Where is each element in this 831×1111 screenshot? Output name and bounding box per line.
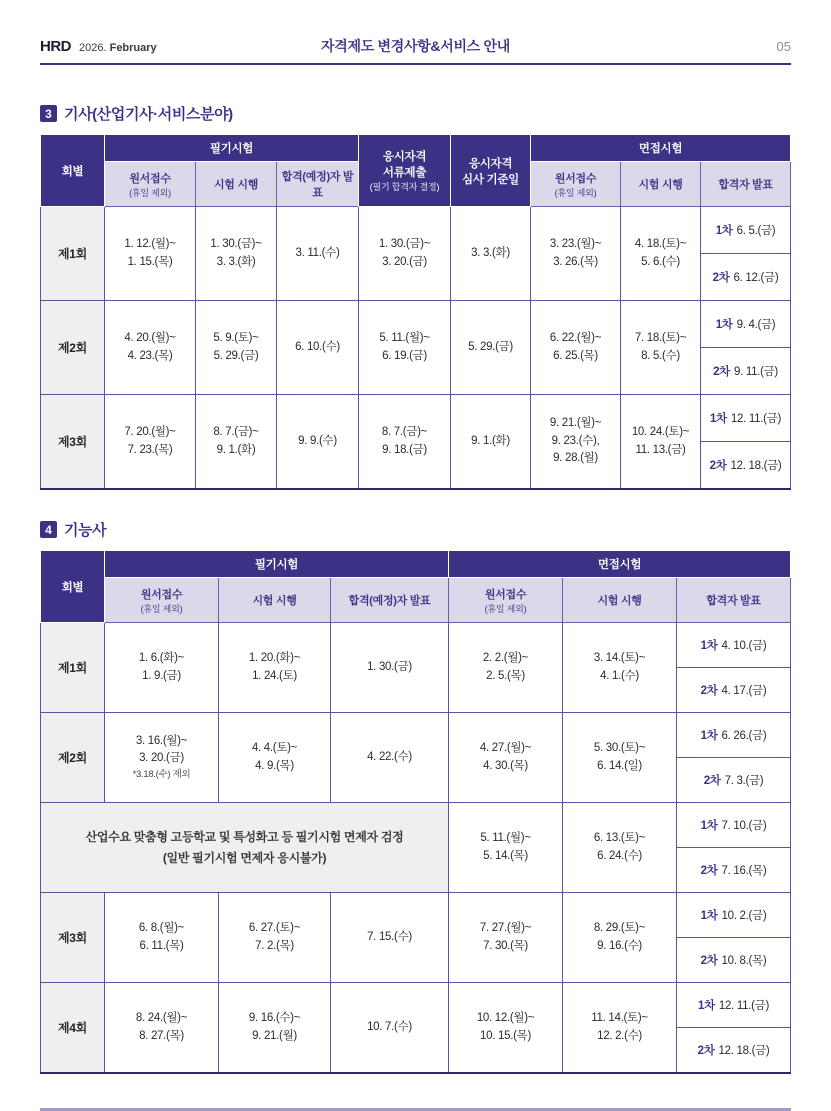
interview-application-cell [449,983,563,1074]
col-header-written-application [105,162,196,207]
date-line: 4. 20.(월)~ [124,331,176,344]
pass-announcement-1st [701,395,791,442]
date-line: 5. 6.(수) [641,255,680,268]
section-4-title: 기능사 [64,522,107,539]
interview-application-cell [449,623,563,713]
col-header-written-application [105,578,219,623]
round-ordinal: 2차 [700,685,718,697]
round-label: 제4회 [41,983,105,1074]
date-line: 1. 6.(화)~ [138,651,185,664]
date-line: 4. 4.(토)~ [251,741,298,754]
date-line: 4. 23.(목) [127,349,173,362]
announce-date: 6. 26.(금) [721,730,767,742]
date-line: 4. 22.(수) [367,750,412,763]
round-label: 제2회 [41,713,105,803]
date-line: 10. 7.(수) [367,1020,412,1033]
interview-exam-cell [563,713,677,803]
round-ordinal: 1차 [700,640,718,652]
date-line: 5. 30.(토)~ [593,741,646,754]
written-exam-cell [219,623,331,713]
section-3-heading [40,103,791,124]
interview-application-cell [531,301,621,395]
interview-application-cell [449,803,563,893]
col-header-final-result: 합격자 발표 [677,578,791,623]
date-line: 4. 9.(목) [255,759,294,772]
section-4-heading [40,519,791,540]
issue-month: February [109,42,157,54]
date-line: 9. 9.(수) [298,434,337,447]
sub-header-row [41,578,791,623]
engineer-exam-table [40,134,791,490]
date-line: 11. 14.(토)~ [591,1011,648,1024]
date-line: 1. 20.(화)~ [248,651,301,664]
announce-date: 9. 11.(금) [733,366,778,378]
announce-date: 4. 17.(금) [721,685,767,697]
date-line: 7. 30.(목) [483,939,528,952]
written-result-cell [331,623,449,713]
header-line: 원서접수 [484,588,527,601]
round-ordinal: 1차 [715,319,733,331]
round-label: 제3회 [41,893,105,983]
table-head [41,551,791,623]
header-line: 심사 기준일 [462,173,519,186]
date-line: 3. 23.(월)~ [549,237,602,250]
group-header-row [41,551,791,578]
date-line: 8. 27.(목) [139,1029,184,1042]
date-line: 7. 15.(수) [367,930,412,943]
review-date-cell [451,207,531,301]
header-note: (필기 합격자 결정) [369,182,440,192]
group-header-interview-exam: 면접시험 [531,135,791,162]
pass-announcement-2nd [677,668,791,713]
date-line: 4. 18.(토)~ [634,237,687,250]
col-header-written-result: 합격(예정)자 발표 [331,578,449,623]
pass-announcement-2nd [701,442,791,490]
date-line: 3. 11.(수) [295,246,340,259]
date-line: 7. 23.(목) [127,443,173,456]
date-line: 9. 16.(수) [597,939,642,952]
date-line: 3. 14.(토)~ [593,651,646,664]
written-result-cell [331,893,449,983]
review-date-cell [451,395,531,490]
date-line: 5. 14.(목) [483,849,528,862]
date-line: 6. 24.(수) [597,849,642,862]
date-line: 6. 27.(토)~ [248,921,301,934]
written-result-cell [277,207,359,301]
note-line: 산업수요 맞춤형 고등학교 및 특성화고 등 필기시험 면제자 검정 [85,830,404,845]
date-line: 1. 12.(월)~ [124,237,176,250]
date-line: 10. 12.(월)~ [476,1011,535,1024]
written-application-cell [105,395,196,490]
date-line: 9. 18.(금) [382,443,427,456]
interview-application-cell [449,713,563,803]
col-header-interview-application [449,578,563,623]
interview-exam-cell [563,623,677,713]
date-line: 9. 1.(화) [216,443,256,456]
date-exclusion-note: *3.18.(수) 제외 [132,769,191,781]
date-line: 11. 13.(금) [635,443,686,456]
table-body [41,623,791,1074]
date-line: 6. 10.(수) [295,340,340,353]
col-header-interview-application [531,162,621,207]
date-line: 1. 9.(금) [142,669,181,682]
date-line: 4. 27.(월)~ [479,741,532,754]
interview-exam-cell [621,395,701,490]
interview-application-cell [531,395,621,490]
section-3-title: 기사(산업기사·서비스분야) [64,106,233,123]
announce-date: 12. 18.(금) [730,460,782,472]
date-line: 8. 7.(금)~ [381,425,428,438]
date-line: 10. 24.(토)~ [631,425,690,438]
table-row [41,301,791,348]
table-head [41,135,791,207]
issue-year: 2026. [79,42,107,54]
interview-exam-cell [563,803,677,893]
date-line: 6. 8.(월)~ [138,921,185,934]
round-label: 제1회 [41,207,105,301]
written-result-cell [277,395,359,490]
date-line: 2. 5.(목) [486,669,525,682]
written-application-cell [105,893,219,983]
date-line: 5. 9.(토)~ [213,331,259,344]
date-line: 5. 29.(금) [468,340,513,353]
col-header-document-submission [359,135,451,207]
date-line: 8. 29.(토)~ [593,921,646,934]
date-line: 1. 24.(토) [252,669,297,682]
announce-date: 6. 12.(금) [733,272,779,284]
date-line: 9. 21.(월) [252,1029,297,1042]
date-line: 3. 26.(목) [553,255,598,268]
date-line: 6. 13.(토)~ [593,831,646,844]
written-application-cell [105,623,219,713]
table-row [41,983,791,1028]
pass-announcement-2nd [701,254,791,301]
table-row [41,623,791,668]
pass-announcement-2nd [677,758,791,803]
interview-exam-cell [621,301,701,395]
page-header [40,0,791,65]
group-header-interview-exam: 면접시험 [449,551,791,578]
date-line: 12. 2.(수) [597,1029,642,1042]
pass-announcement-2nd [677,848,791,893]
date-line: 9. 16.(수)~ [248,1011,301,1024]
date-line: 8. 5.(수) [641,349,680,362]
exemption-note-cell [41,803,449,893]
round-ordinal: 2차 [700,865,718,877]
header-left [40,38,321,55]
interview-exam-cell [621,207,701,301]
date-line: 7. 27.(월)~ [479,921,532,934]
hrd-logo: HRD [40,38,71,55]
date-line: 1. 30.(금) [367,660,412,673]
date-line: 7. 20.(월)~ [124,425,176,438]
document-submission-cell [359,395,451,490]
round-label: 제1회 [41,623,105,713]
round-ordinal: 2차 [713,366,730,378]
header-note: (휴일 제외) [484,603,527,614]
page-number: 05 [776,39,791,54]
date-line: 6. 19.(금) [382,349,427,362]
date-line: 7. 18.(토)~ [634,331,687,344]
header-line: 원서접수 [129,172,171,185]
announce-date: 7. 3.(금) [724,775,764,787]
table-row [41,893,791,938]
page-title: 자격제도 변경사항&서비스 안내 [321,38,510,54]
interview-application-cell [531,207,621,301]
round-ordinal: 1차 [700,820,718,832]
section-3-badge: 3 [40,105,57,122]
announce-date: 6. 5.(금) [736,225,776,237]
announce-date: 12. 11.(금) [718,1000,770,1012]
announce-date: 10. 8.(목) [721,955,767,967]
date-line: 2. 2.(월)~ [482,651,529,664]
pass-announcement-2nd [677,1028,791,1074]
date-line: 3. 16.(월)~ [135,734,188,747]
round-ordinal: 1차 [698,1000,715,1012]
date-line: 3. 3.(화) [216,255,256,268]
written-application-cell [105,301,196,395]
header-line: 원서접수 [554,172,597,185]
round-ordinal: 2차 [703,775,721,787]
pass-announcement-1st [677,983,791,1028]
written-result-cell [331,713,449,803]
date-line: 4. 1.(수) [600,669,639,682]
date-line: 5. 29.(금) [213,349,259,362]
date-line: 9. 21.(월)~ [549,416,602,429]
review-date-cell [451,301,531,395]
pass-announcement-1st [701,301,791,348]
table-row [41,395,791,442]
header-line: 서류제출 [382,167,427,179]
announce-date: 10. 2.(금) [721,910,767,922]
date-line: 3. 20.(금) [382,255,427,268]
pass-announcement-1st [677,623,791,668]
round-label: 제2회 [41,301,105,395]
written-result-cell [331,983,449,1074]
document-submission-cell [359,207,451,301]
header-note: (휴일 제외) [140,603,183,614]
col-header-interview-exam-date: 시험 시행 [621,162,701,207]
date-line: 8. 24.(월)~ [135,1011,188,1024]
col-header-eligibility-review-date [451,135,531,207]
col-header-written-result: 합격(예정)자 발표 [277,162,359,207]
date-line: 9. 28.(월) [553,452,598,465]
date-line: 5. 11.(월)~ [480,831,531,844]
round-ordinal: 2차 [709,460,727,472]
written-exam-cell [196,207,277,301]
table-row [41,207,791,254]
announce-date: 9. 4.(금) [736,319,776,331]
announce-date: 7. 10.(금) [721,820,767,832]
round-label: 제3회 [41,395,105,490]
written-exam-cell [219,893,331,983]
date-line: 8. 7.(금)~ [213,425,259,438]
written-exam-cell [196,395,277,490]
col-header-written-exam-date: 시험 시행 [196,162,277,207]
interview-application-cell [449,893,563,983]
round-ordinal: 1차 [700,910,718,922]
date-line: 3. 20.(금) [139,752,184,765]
col-header-round: 회별 [41,551,105,623]
announce-date: 4. 10.(금) [721,640,767,652]
header-line: 원서접수 [140,588,183,601]
written-application-cell [105,713,219,803]
written-exam-cell [219,983,331,1074]
issue-date [79,42,157,54]
section-4-badge: 4 [40,521,57,538]
announce-date: 12. 18.(금) [718,1045,770,1057]
table-row [41,713,791,758]
col-header-final-result: 합격자 발표 [701,162,791,207]
date-line: 5. 11.(월)~ [379,331,430,344]
round-ordinal: 2차 [697,1045,715,1057]
craftsman-exam-table [40,550,791,1074]
interview-exam-cell [563,893,677,983]
round-ordinal: 1차 [700,730,718,742]
header-line: 응시자격 [382,151,427,163]
date-line: 10. 15.(목) [480,1029,531,1042]
header-line: 응시자격 [468,157,513,170]
pass-announcement-2nd [677,938,791,983]
date-line: 9. 1.(화) [471,434,510,447]
date-line: 6. 14.(일) [597,759,642,772]
col-header-written-exam-date: 시험 시행 [219,578,331,623]
date-line: 7. 2.(목) [255,939,294,952]
round-ordinal: 1차 [715,225,733,237]
date-line: 6. 25.(목) [553,349,598,362]
announce-date: 12. 11.(금) [730,413,782,425]
written-exam-cell [219,713,331,803]
col-header-round: 회별 [41,135,105,207]
table-row-exemption [41,803,791,848]
header-note: (휴일 제외) [129,187,171,198]
group-header-written-exam: 필기시험 [105,551,449,578]
table-body [41,207,791,490]
pass-announcement-1st [677,803,791,848]
pass-announcement-2nd [701,348,791,395]
pass-announcement-1st [701,207,791,254]
date-line: 9. 23.(수), [551,434,600,447]
date-line: 6. 22.(월)~ [549,331,602,344]
written-application-cell [105,983,219,1074]
date-line: 1. 15.(목) [127,255,173,268]
pass-announcement-1st [677,713,791,758]
note-line: (일반 필기시험 면제자 응시불가) [162,850,327,865]
date-line: 3. 3.(화) [471,246,510,259]
interview-exam-cell [563,983,677,1074]
written-exam-cell [196,301,277,395]
group-header-row [41,135,791,162]
round-ordinal: 1차 [710,413,727,425]
group-header-written-exam: 필기시험 [105,135,359,162]
written-result-cell [277,301,359,395]
announce-date: 7. 16.(목) [721,865,767,877]
date-line: 6. 11.(목) [139,939,184,952]
round-ordinal: 2차 [712,272,730,284]
date-line: 1. 30.(금)~ [210,237,262,250]
date-line: 1. 30.(금)~ [378,237,431,250]
header-note: (휴일 제외) [554,187,597,198]
document-submission-cell [359,301,451,395]
pass-announcement-1st [677,893,791,938]
date-line: 4. 30.(목) [483,759,528,772]
round-ordinal: 2차 [700,955,718,967]
col-header-interview-exam-date: 시험 시행 [563,578,677,623]
written-application-cell [105,207,196,301]
